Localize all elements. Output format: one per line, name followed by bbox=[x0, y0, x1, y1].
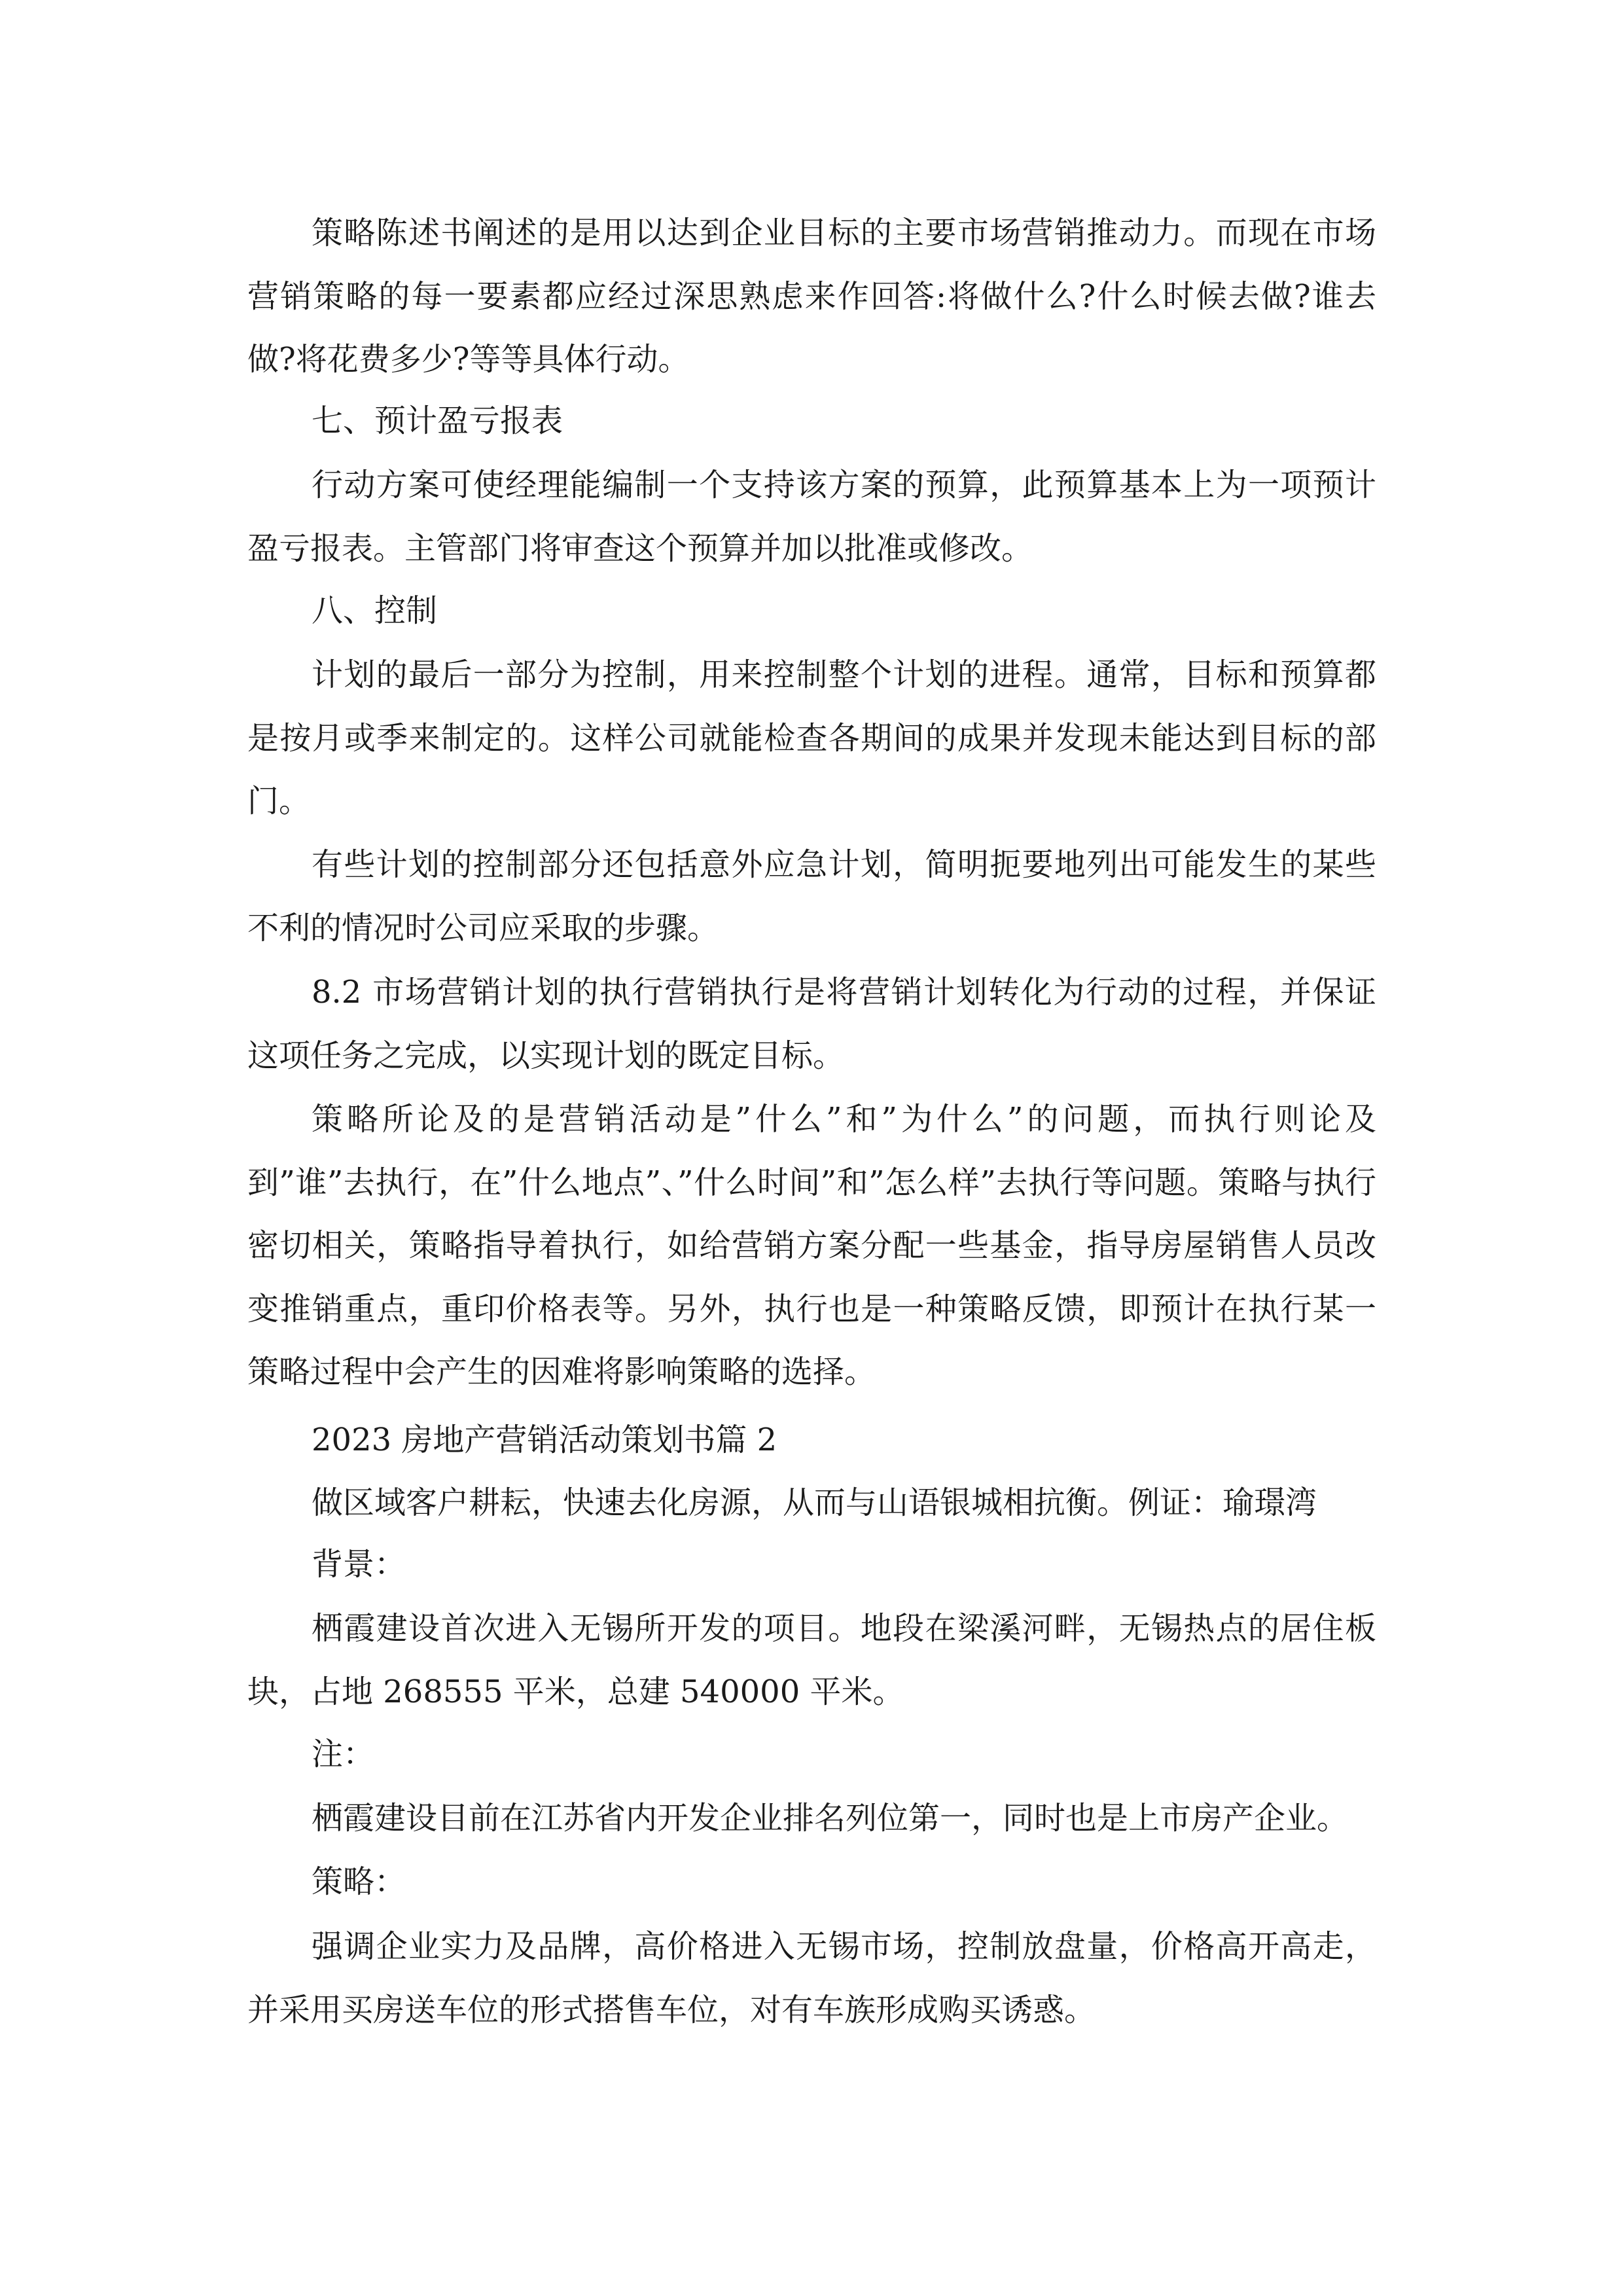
paragraph-strategy-statement: 策略陈述书阐述的是用以达到企业目标的主要市场营销推动力。而现在市场营销策略的每一要素都应经过深思熟虑来作回答:将做什么?什么时候去做?谁去做?将花费多少?等等具体行动。 bbox=[247, 215, 1376, 378]
paragraph-note: 栖霞建设目前在江苏省内开发企业排名列位第一，同时也是上市房产企业。 bbox=[312, 1800, 1349, 1837]
article-title: 2023 房地产营销活动策划书篇 2 bbox=[312, 1422, 777, 1458]
paragraph-control: 计划的最后一部分为控制，用来控制整个计划的进程。通常，目标和预算都是按月或季来制定的。这样公司就能检查各期间的成果并发现未能达到目标的部门。 bbox=[247, 656, 1376, 819]
label-note: 注： bbox=[312, 1736, 375, 1772]
paragraph-regional-customers: 做区域客户耕耘，快速去化房源，从而与山语银城相抗衡。例证：瑜璟湾 bbox=[312, 1484, 1317, 1521]
paragraph-strategy: 强调企业实力及品牌，高价格进入无锡市场，控制放盘量，价格高开高走，并采用买房送车位的形式搭售车位，对有车族形成购买诱惑。 bbox=[247, 1928, 1376, 2028]
label-strategy: 策略： bbox=[312, 1863, 406, 1900]
paragraph-strategy-vs-execution: 策略所论及的是营销活动是”什么”和”为什么”的问题，而执行则论及到”谁”去执行，在”什么地点”、”什么时间”和”怎么样”去执行等问题。策略与执行密切相关，策略指导着执行，如给营销方案分配一些基金，指导房屋销售人员改变推销重点，重印价格表等。另外，执行也是一种策略反馈，即预计在执行某一策略过程中会产生的因难将影响策略的选择。 bbox=[247, 1101, 1376, 1390]
section-heading-control: 八、控制 bbox=[312, 592, 438, 629]
paragraph-contingency: 有些计划的控制部分还包括意外应急计划，简明扼要地列出可能发生的某些不利的情况时公司应采取的步骤。 bbox=[247, 846, 1376, 946]
paragraph-execution: 8.2 市场营销计划的执行营销执行是将营销计划转化为行动的过程，并保证这项任务之完成，以实现计划的既定目标。 bbox=[247, 974, 1376, 1074]
paragraph-background: 栖霞建设首次进入无锡所开发的项目。地段在梁溪河畔，无锡热点的居住板块，占地 268555 平米，总建 540000 平米。 bbox=[247, 1610, 1376, 1710]
paragraph-budget: 行动方案可使经理能编制一个支持该方案的预算，此预算基本上为一项预计盈亏报表。主管部门将审查这个预算并加以批准或修改。 bbox=[247, 467, 1376, 567]
section-heading-profit-loss: 七、预计盈亏报表 bbox=[312, 403, 563, 439]
label-background: 背景： bbox=[312, 1546, 406, 1583]
